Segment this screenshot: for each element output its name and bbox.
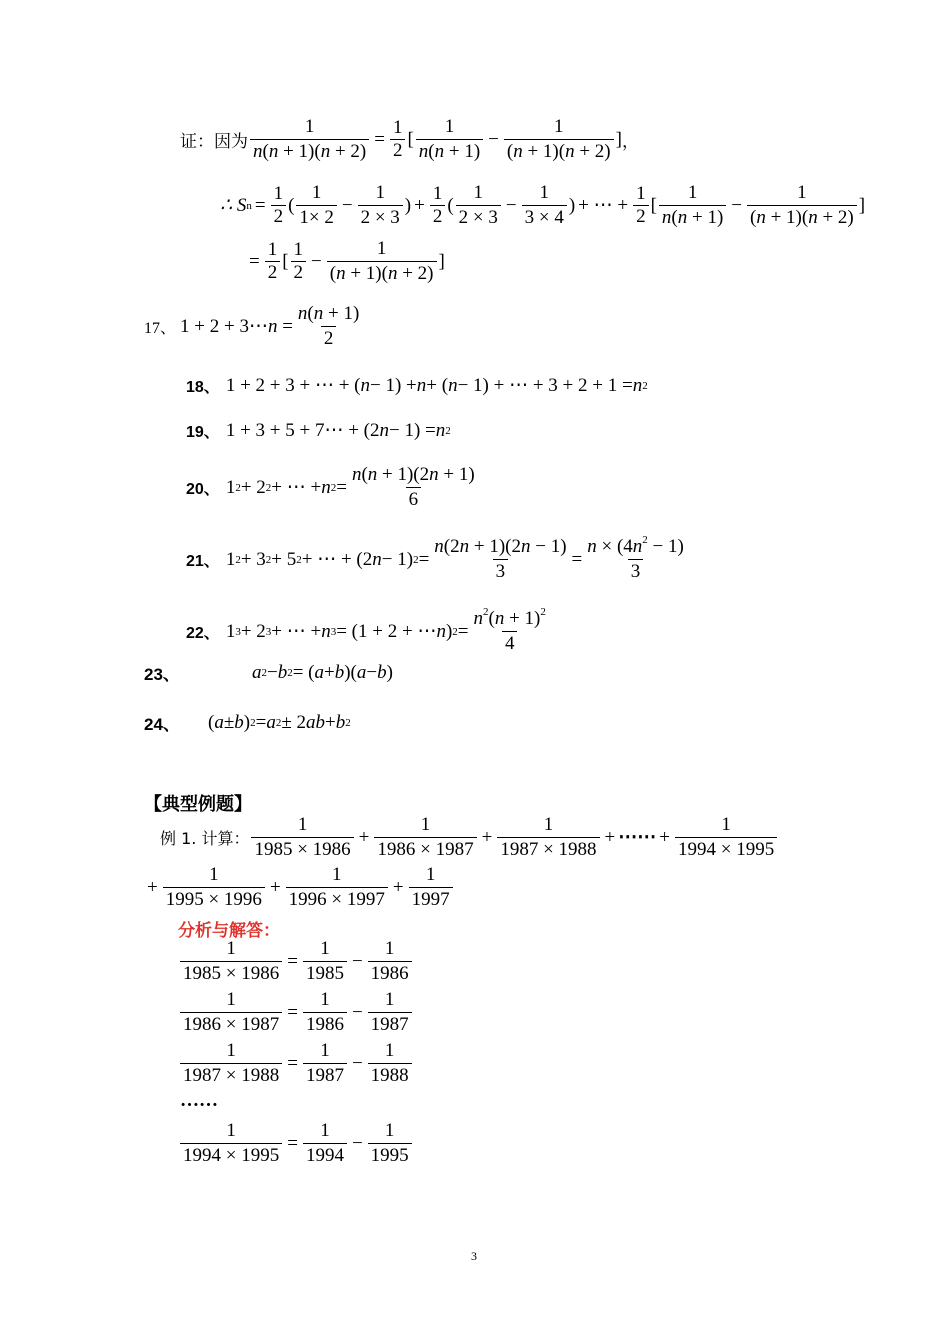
formula-17-number: 17、	[144, 320, 177, 337]
formula-24: 24、 ( a ± b ) 2 = a 2 ± 2 ab + b 2	[144, 711, 351, 734]
formula-19: 19、 1 + 3 + 5 + 7⋯ + (2 n − 1) = n 2	[186, 419, 451, 441]
proof-comma: ，	[621, 132, 639, 152]
formula-22-number: 22、	[186, 625, 220, 642]
analysis-row: $\frac{1}{1994 \times 1995}$ = $\frac{1}{1994}$ − $\frac{1}{1995}$	[178, 1120, 414, 1167]
proof-label: 证：因为	[180, 132, 248, 152]
formula-18: 18、 1 + 2 + 3 + ⋯ + ( n − 1) + n + ( n − 1) + ⋯ + 3 + 2 + 1 = n 2	[186, 374, 648, 396]
example-line-2: + $\frac{1}{1995 \times 1996}$ + $\frac{1}{1996 \times 1997}$ + $\frac{1}{1997}$	[144, 864, 455, 911]
page-number: 3	[471, 1249, 477, 1263]
analysis-row: $\frac{1}{1987 \times 1988}$ = $\frac{1}{1987}$ − $\frac{1}{1988}$	[178, 1040, 414, 1087]
formula-21: 21、 1 2 + 3 2 + 5 2 + ⋯ + (2 n − 1) 2 = $\frac{n(2n + 1)(2n - 1)}{3}$ = $\frac{n \times (4n^2 - 1)}{3}$	[186, 534, 684, 582]
example-line-1: 例 1. 计算： $\frac{1}{1985 \times 1986}$ + $\frac{1}{1986 \times 1987}$ + $\frac{1}{1987 \times 1988}$ + ⋯⋯ + $\frac{1}{1994 \times 1995}$	[160, 814, 779, 861]
example-label: 例 1. 计算：	[160, 829, 250, 848]
proof-line-3: = $\frac{1}{2}$ [ $\frac{1}{2}$ − $\frac{1}{(n + 1)(n + 2)}$ ]	[249, 238, 445, 284]
formula-19-number: 19、	[186, 424, 220, 441]
formula-24-number: 24、	[144, 715, 180, 734]
formula-17: 17、 1 + 2 + 3⋯ n = $\frac{n(n + 1)}{2}$	[144, 303, 360, 349]
analysis-label: 分析与解答：	[178, 921, 280, 941]
formula-22: 22、 1 3 + 2 3 + ⋯ + n 3 = (1 + 2 + ⋯ n ) 2 = $\frac{n^2(n + 1)^2}{4}$	[186, 606, 546, 654]
formula-18-number: 18、	[186, 379, 220, 396]
therefore-sn: ∴ S	[220, 195, 247, 216]
section-title: 【典型例题】	[144, 794, 252, 815]
analysis-row: $\frac{1}{1985 \times 1986}$ = $\frac{1}{1985}$ − $\frac{1}{1986}$	[178, 938, 414, 985]
analysis-row: $\frac{1}{1986 \times 1987}$ = $\frac{1}{1986}$ − $\frac{1}{1987}$	[178, 989, 414, 1036]
formula-21-number: 21、	[186, 553, 220, 570]
formula-20-number: 20、	[186, 481, 220, 498]
analysis-ellipsis: ……	[180, 1090, 218, 1111]
formula-23: 23、 a 2 − b 2 = ( a + b )( a − b )	[144, 661, 393, 684]
formula-23-number: 23、	[144, 665, 180, 684]
formula-20: 20、 1 2 + 2 2 + ⋯ + n 2 = $\frac{n(n + 1)(2n + 1)}{6}$	[186, 464, 475, 510]
proof-line-1: 证：因为 $\frac{1}{n(n + 1)(n + 2)}$ = $\frac{1}{2}$ [ $\frac{1}{n(n + 1)}$ − $\frac{1}{(n + 1)(n + 2)}$ ] ，	[180, 116, 639, 162]
proof-line-2: ∴ S n = $\frac{1}{2}$ ( $\frac{1}{1\times 2}$ − $\frac{1}{2 \times 3}$ ) + $\frac{1}{2}$ ( $\frac{1}{2 \times 3}$ − $\frac{1}{3 \times 4}$ ) + ⋯ + $\frac{1}{2}$ [ $\frac{1}{n(n + 1)}$ − $\frac{1}{(n + 1)(n + 2)}$ ]	[220, 182, 866, 228]
